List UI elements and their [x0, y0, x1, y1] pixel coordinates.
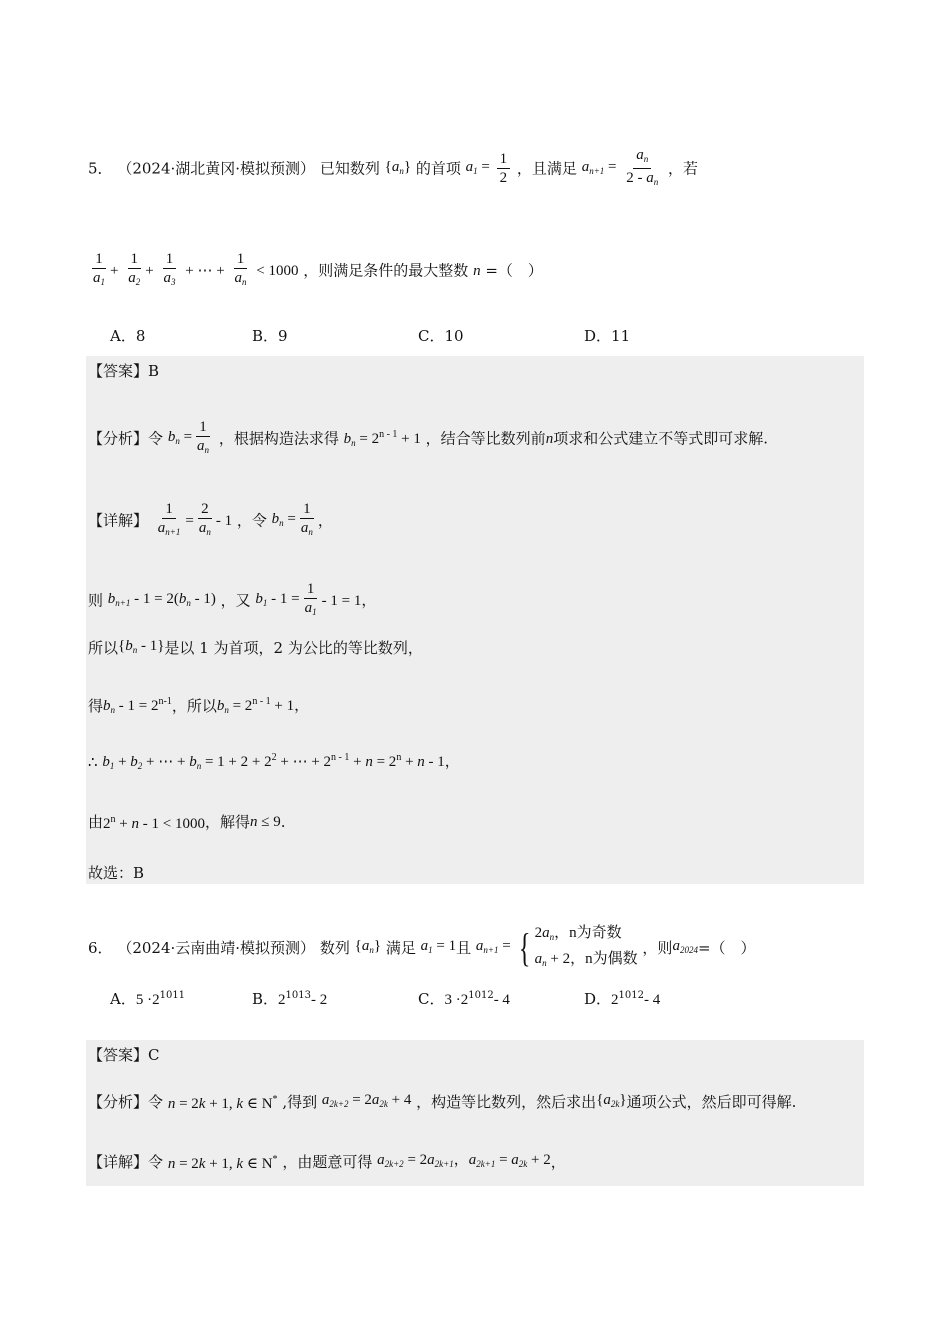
- q5-sum-bound: < 1000: [256, 262, 299, 279]
- q5-source: （2024·湖北黄冈·模拟预测）: [117, 159, 316, 178]
- q5-option-c[interactable]: C．10: [418, 327, 464, 345]
- q5-detail-line3: 所以$\{b_n - 1\}$是以 1 为首项，2 为公比的等比数列，: [88, 636, 864, 660]
- q5-detail-line4: 得$b_n - 1 = 2^{n-1}$，所以$b_n = 2^{n - 1} + 1$，: [88, 696, 310, 715]
- q5-bn-formula: $b_n = 2^{n - 1} + 1$: [343, 428, 421, 448]
- q5-rec-lhs: $a_{n+1}$ =: [581, 158, 617, 176]
- q6-source: （2024·云南曲靖·模拟预测）: [117, 939, 316, 957]
- q5-detail-line5: ∴ $b_1 + b_2$ + ⋯ + $b_n = 1 + 2 + 2^2$ + ⋯ + $2^{n - 1} + n = 2^n + n - 1$，: [88, 748, 864, 776]
- q5-option-d[interactable]: D．11: [584, 327, 631, 345]
- analysis-label: 【分析】: [88, 429, 149, 448]
- q5-bn-def: $b_n$ =: [167, 428, 193, 446]
- q5-detail-line1: 【详解】 $\frac{1}{a_{n+1}}$ = $\frac{2}{a_n}$ - 1 ，令 $b_n$ = $\frac{1}{a_n}$ ，: [88, 500, 864, 541]
- q5-seq-set: $\{a_n\}$: [384, 158, 412, 176]
- q6-option-b[interactable]: B．$2^{1013}-$ 2: [252, 990, 328, 1008]
- q5-conclusion: 故选：B: [88, 864, 145, 882]
- q6-number: 6．: [88, 939, 113, 957]
- q6-option-d[interactable]: D．$2^{1012}-$ 4: [584, 990, 661, 1008]
- q5-option-b[interactable]: B．9: [252, 327, 288, 345]
- q6-option-a[interactable]: A．$5 \cdot 2^{1011}$: [110, 990, 186, 1008]
- detail-label: 【详解】: [88, 511, 149, 530]
- q5-sum-term-n: $\frac{1}{a_n}$: [234, 251, 247, 287]
- q5-number: 5．: [88, 159, 113, 178]
- q5-recurrence: $b_{n+1} - 1 = 2(b_n - 1)$: [107, 590, 216, 608]
- answer-value: C: [148, 1046, 160, 1064]
- q6-piecewise: { $2a_n$，n为奇数 $a_n + 2$，n为偶数: [519, 925, 638, 970]
- q5-detail-line2: 则 $b_{n+1} - 1 = 2(b_n - 1)$ ，又 $b_1 - 1$ = $\frac{1}{a_1}$ - 1 = 1，: [88, 581, 377, 617]
- analysis-label: 【分析】: [88, 1093, 149, 1111]
- q5-stem-line1: [88, 146, 864, 191]
- q5-text: =（ ）: [485, 261, 543, 280]
- q5-sum-term-2: $\frac{1}{a_2}$: [128, 251, 141, 287]
- q5-text: ，若: [668, 159, 699, 178]
- detail-label: 【详解】: [88, 1153, 149, 1171]
- q5-answer: [88, 360, 864, 381]
- q5-stem-line2: $\frac{1}{a_1}$ + $\frac{1}{a_2}$ + $\frac{1}{a_3}$ + ⋯ + $\frac{1}{a_n}$ < 1000 ，则满足条件的最大整数 n =（ ）: [88, 250, 864, 291]
- answer-value: B: [148, 362, 160, 380]
- q5-rec-fraction: $\frac{a_n}{2 - a_n}$: [626, 147, 659, 187]
- answer-label: 【答案】: [88, 1046, 149, 1064]
- q5-sum-term-1: $\frac{1}{a_1}$: [93, 251, 105, 287]
- q5-sum-term-3: $\frac{1}{a_3}$: [163, 251, 176, 287]
- q5-a1-fraction: $\frac{1}{2}$: [497, 150, 511, 187]
- answer-label: 【答案】: [88, 362, 149, 380]
- q5-detail-line6: 由$2^n + n - 1 < 1000$，解得n ≤ 9.: [88, 813, 286, 832]
- q6-stem: 6． （2024·云南曲靖·模拟预测） 数列 $\{a_n\}$ 满足 $a_1 = 1$且 $a_{n+1}$ = { $2a_n$，n为奇数 $a_n + 2$，n为偶数 ，则$a_{2024}=$（ ）: [88, 922, 864, 974]
- q5-text: ，则满足条件的最大整数: [303, 261, 469, 280]
- q5-detail-frac: $\frac{1}{a_{n+1}}$: [157, 501, 181, 537]
- q5-geo-seq: $\{b_n - 1\}$: [118, 638, 165, 655]
- q5-text: ，且满足: [516, 159, 577, 178]
- q5-var-n: n: [473, 262, 481, 279]
- q6-answer: [88, 1044, 864, 1065]
- q5-analysis: 【分析】令 $b_n$ = $\frac{1}{a_n}$ ，根据构造法求得 $b_n = 2^{n - 1} + 1$ ，结合等比数列前n项求和公式建立不等式即可求解.: [88, 419, 768, 455]
- q6-seq-set: $\{a_n\}$: [354, 938, 382, 955]
- q5-text: 的首项: [415, 159, 461, 178]
- q5-a1-eq: $a_1$ =: [465, 158, 490, 176]
- q5-dots: + ⋯ +: [185, 262, 225, 279]
- q5-text: 已知数列: [319, 159, 380, 178]
- q6-analysis: 【分析】令 n = 2k + 1, k ∈ N* ,得到 $a_{2k+2} = 2a_{2k} + 4$ ，构造等比数列，然后求出$\{a_{2k}\}$通项公式，然后即可得解.: [88, 1092, 797, 1112]
- q6-option-c[interactable]: C．$3 \cdot 2^{1012}-$ 4: [418, 990, 510, 1008]
- q5-option-a[interactable]: A．8: [110, 327, 146, 345]
- q5-sum-formula: $b_1 + b_2$ + ⋯ + $b_n = 1 + 2 + 2^2$ + ⋯ + $2^{n - 1} + n = 2^n + n - 1$，: [102, 752, 460, 771]
- q6-detail: 【详解】令 n = 2k + 1, k ∈ N* ，由题意可得 $a_{2k+2} = 2a_{2k+1}$，$a_{2k+1} = a_{2k} + 2$，: [88, 1152, 566, 1172]
